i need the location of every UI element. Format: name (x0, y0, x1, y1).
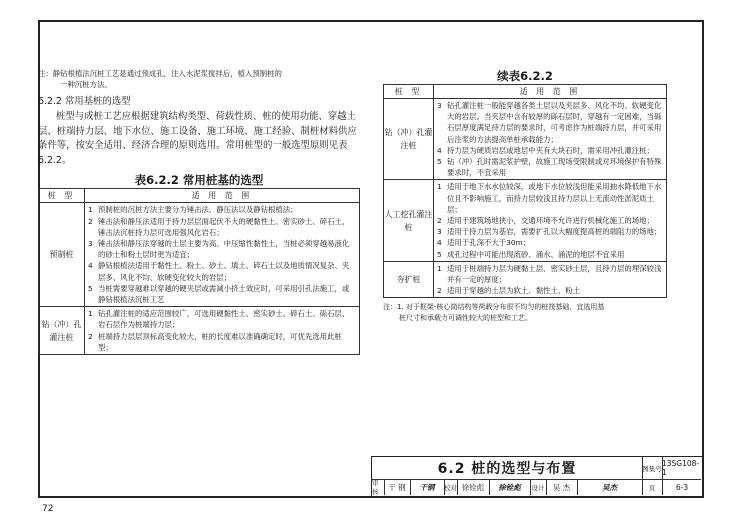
list-item: 5 钻（冲）孔时需泥浆护壁，故施工现场受限制或对环境保护有特殊要求时，不宜采用 (437, 157, 662, 178)
table-title: 表6.2.2 常用桩基的选型 (134, 173, 264, 188)
checker-signature: 徐铨彪 (498, 482, 521, 492)
list-item: 2 桩端持力层层顶标高变化较大，桩的长度难以准确确定时，可优先选用此桩型； (88, 331, 342, 352)
list-item: 2 适用于穿越的土层为软土、黏性土、粉土 (437, 286, 581, 296)
title-block (371, 456, 702, 496)
list-item: 1 预制桩的沉桩方法主要分为锤击法、静压法以及静钻根植法； (88, 205, 298, 215)
table-header-row (39, 189, 360, 203)
pile-selection-table (38, 188, 360, 355)
reviewer-signature: 干钢 (419, 482, 435, 492)
designer-signature: 吴杰 (602, 482, 617, 492)
right-note-line1: 注：1. 对于框架-核心筒结构等荷载分布很不均匀的桩筏基础，宜选用基 (383, 303, 605, 312)
scope-cell (434, 261, 667, 298)
table-row (384, 261, 667, 298)
list-item: 1 适用于桩端持力层为硬黏土层、密实砂土层，且持力层的埋深较浅并有一定的厚度； (437, 263, 662, 285)
left-note-line2: 一种沉桩方法。 (60, 80, 112, 89)
table-row (39, 203, 360, 307)
list-item: 1 钻孔灌注桩的适应范围较广，可选用硬黏性土、密实砂土、碎石土、砾石层、岩石层作为桩端持力层； (88, 309, 350, 330)
table-header-row (384, 85, 667, 99)
review-label: 审核 (372, 479, 379, 496)
left-note-line1: 注：静钻根植法沉桩工艺是通过预成孔，注入水泥浆搅拌后，植入预制桩的 (38, 69, 282, 78)
pile-type-cell: 人工挖孔灌注桩 (384, 180, 434, 261)
continued-table-title: 续表6.2.2 (497, 69, 553, 83)
left-column (38, 68, 360, 355)
list-item: 3 锤击法和静压法穿越的土层主要为高、中压缩性黏性土，当桩必须穿越易液化的砂土和粉土层时更为适宜； (88, 238, 350, 260)
atlas-label: 图集号 (642, 464, 662, 473)
designer-name: 吴 杰 (552, 482, 571, 492)
continued-pile-table (383, 84, 667, 298)
page-number: 72 (42, 504, 54, 514)
left-note (38, 68, 348, 90)
design-label: 设计 (531, 483, 545, 492)
list-item: 1 适用于地下水水位较深，或地下水位较浅但能采用抽水降低地下水位且不影响施工，而持力层较浅且持力层以上无流动性淤泥质土层； (437, 182, 662, 214)
table-row (384, 180, 667, 261)
list-item: 3 钻孔灌注桩一般能穿越各类土层以及夹层多、风化不均、软硬变化大的岩层。当夹层中含有较厚的砾石层时，穿越有一定困难，当砾石层厚度满足持力层的要求时，可考虑作为桩端持力层，并可采用后注浆的方法提高单桩承载能力； (437, 101, 662, 144)
sheet-number: 6-3 (675, 482, 689, 492)
scope-cell (85, 203, 360, 307)
checker-name: 徐铨彪 (461, 482, 485, 492)
list-item: 2 锤击法和静压法适用于持力层层面起伏不大的硬黏性土、密实砂土、碎石土，锤击法沉桩持力层可选用强风化岩石； (88, 216, 350, 237)
drawing-title: 6.2 桩的选型与布置 (437, 461, 577, 477)
scope-cell (434, 180, 667, 261)
section-heading: 6.2.2 常用基桩的选型 (38, 96, 131, 107)
header-pile-type: 桩 型 (39, 189, 85, 203)
list-item: 4 适用于孔深不大于30m； (437, 238, 531, 248)
header-pile-type: 桩 型 (384, 85, 434, 99)
scope-cell (85, 307, 360, 355)
scope-cell (434, 99, 667, 180)
header-scope: 适 用 范 围 (85, 189, 360, 203)
right-column (383, 68, 667, 323)
pile-type-cell: 预制桩 (39, 203, 85, 307)
list-item: 4 持力层为硬质岩层或地层中夹有大块石时，需采用冲孔灌注桩； (437, 145, 654, 155)
table-row (39, 307, 360, 355)
header-scope: 适 用 范 围 (434, 85, 667, 99)
atlas-number: 13SG108-1 (662, 459, 700, 477)
pile-type-cell: 钻（冲）孔灌注桩 (384, 99, 434, 180)
list-item: 5 成孔过程中可能出现流砂、涌水、涌泥的地层不宜采用 (437, 249, 625, 259)
right-note-line2: 桩尺寸和承载力可调性较大的桩型和工艺。 (399, 313, 532, 322)
list-item: 2 适用于建筑场地狭小，交通环境不允许进行机械化施工的场地； (437, 216, 654, 226)
list-item: 5 当桩需要穿越难以穿越的硬夹层或需减小挤土效应时，可采用引孔法施工，或静钻根植法沉桩工艺 (88, 283, 350, 304)
check-label: 校对 (444, 483, 457, 492)
list-item: 4 静钻根植法适用于黏性土、粉土、砂土、填土、碎石土以及地质情况复杂、夹层多、风化不均、软硬变化较大的岩层； (88, 261, 350, 282)
page-label: 页 (648, 483, 656, 492)
reviewer-name: 干 钢 (388, 482, 406, 492)
pile-type-cell: 钻（冲）孔灌注桩 (39, 307, 85, 355)
intro-paragraph: 桩型与成桩工艺应根据建筑结构类型、荷载性质、桩的使用功能、穿越土层、桩端持力层、地下水位、施工设备、施工环境、施工经验、制桩材料供应条件等，按安全适用、经济合理的原则选用。常用桩型的一般选型原则见表6.2.2。 (38, 111, 357, 166)
list-item: 3 适用于持力层为基岩，需要扩孔以大幅度提高桩的端阻力的场地； (437, 227, 662, 237)
table-row (384, 99, 667, 180)
pile-type-cell: 夯扩桩 (384, 261, 434, 298)
right-note (383, 302, 667, 323)
